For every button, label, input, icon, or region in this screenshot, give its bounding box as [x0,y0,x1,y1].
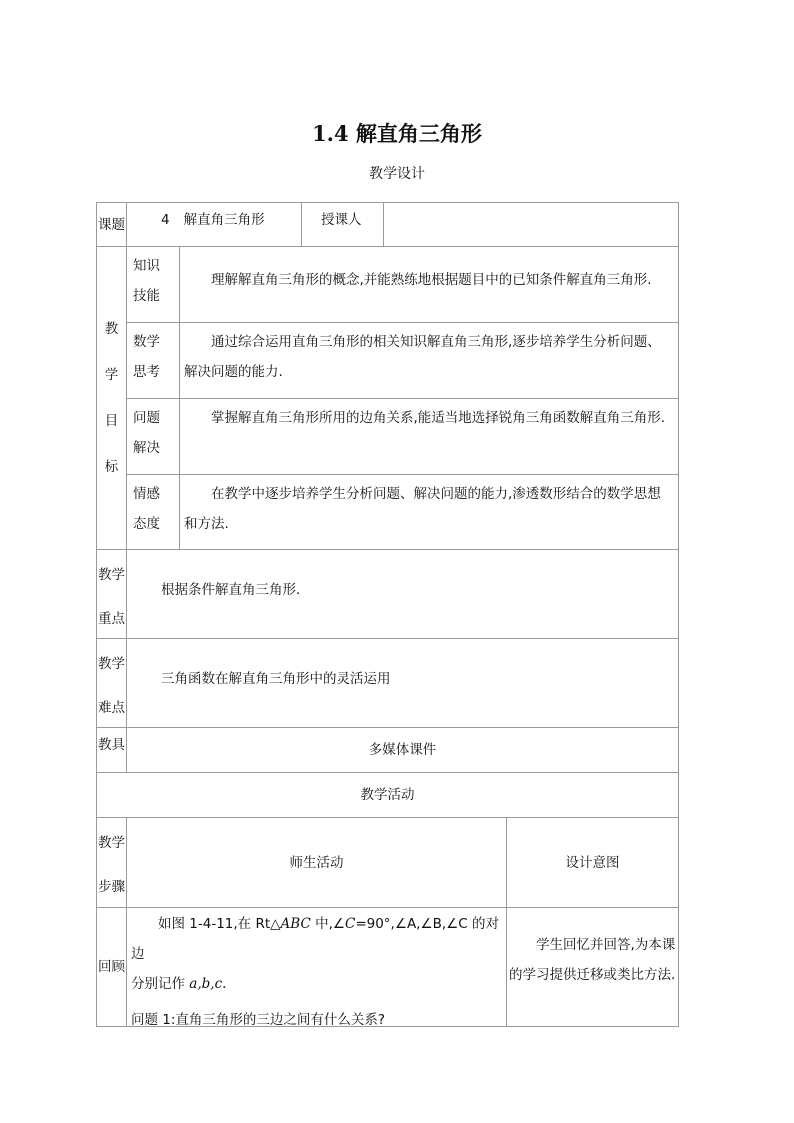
review-activity [126,907,507,1027]
key-point-text: 根据条件解直角三角形. [126,549,679,639]
review-line-2: 分别记作 a,b,c. [131,976,227,992]
review-label: 回顾 [96,907,127,1027]
activity-column-header: 师生活动 [126,817,507,908]
objectives-label [96,246,127,550]
course-topic-cell [126,202,302,247]
review-intent: 学生回忆并回答,为本课的学习提供迁移或类比方法. [506,907,679,1027]
objectives-label-char: 目 [104,413,119,429]
course-topic: 解直角三角形 [183,212,265,228]
objective-text-attitude: 在教学中逐步培养学生分析问题、解决问题的能力,渗透数形结合的数学思想和方法. [179,474,679,550]
review-question: 问题 1:直角三角形的三边之间有什么关系? [131,1012,386,1028]
tools-label: 教具 [96,727,127,773]
difficulty-text: 三角函数在解直角三角形中的灵活运用 [126,638,679,728]
objectives-label-char: 教 [104,321,119,337]
page-title: 1.4 解直角三角形 [312,121,482,146]
teacher-value [383,202,679,247]
objectives-label-char: 学 [104,367,119,383]
objective-label-thinking: 数学思考 [126,322,180,399]
review-line-1: 如图 1-4-11,在 Rt△ABC 中,∠C=90°,∠A,∠B,∠C 的对边 [131,916,499,962]
objective-text-problem: 掌握解直角三角形所用的边角关系,能适当地选择锐角三角函数解直角三角形. [179,398,679,475]
objectives-label-char: 标 [104,459,119,475]
key-point-label: 教学重点 [96,549,127,639]
objective-label-problem: 问题解决 [126,398,180,475]
objective-text-knowledge: 理解解直角三角形的概念,并能熟练地根据题目中的已知条件解直角三角形. [179,246,679,323]
objective-label-knowledge: 知识技能 [126,246,180,323]
tools-text: 多媒体课件 [126,727,679,773]
steps-label: 教学步骤 [96,817,127,908]
activities-heading: 教学活动 [96,772,679,818]
lesson-plan-table [96,202,679,1027]
intent-column-header: 设计意图 [506,817,679,908]
course-label: 课题 [96,202,127,247]
teacher-label: 授课人 [301,202,384,247]
course-number: 4 [161,212,170,228]
objective-text-thinking: 通过综合运用直角三角形的相关知识解直角三角形,逐步培养学生分析问题、解决问题的能力. [179,322,679,399]
difficulty-label: 教学难点 [96,638,127,728]
objective-label-attitude: 情感态度 [126,474,180,550]
page-subtitle: 教学设计 [369,166,425,182]
